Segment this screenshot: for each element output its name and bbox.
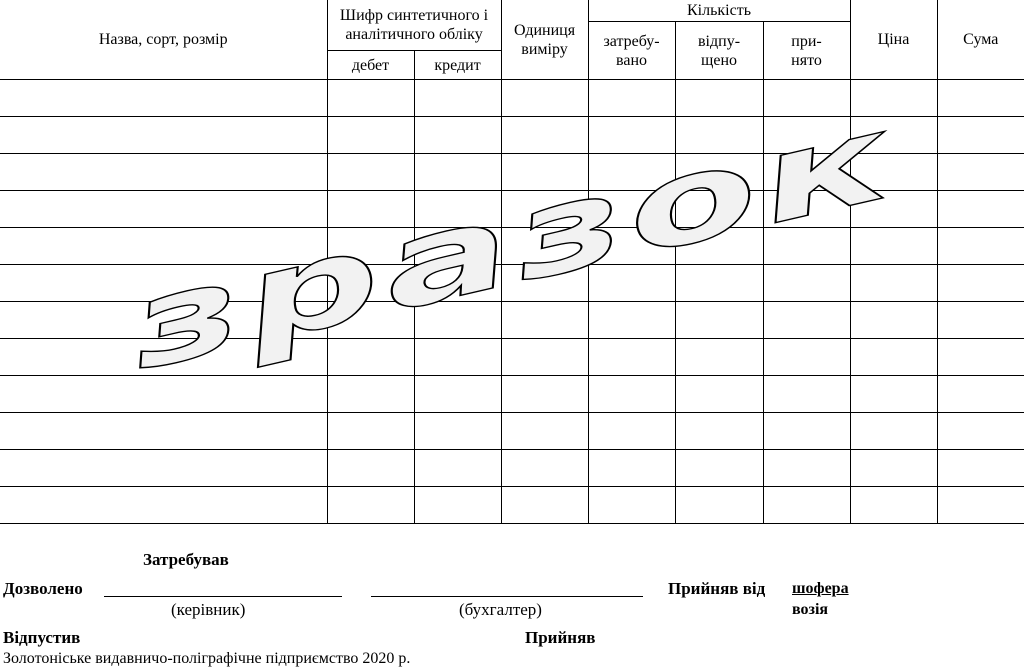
table-cell[interactable] [414, 302, 501, 339]
table-cell[interactable] [0, 80, 327, 117]
table-cell[interactable] [588, 302, 675, 339]
table-cell[interactable] [937, 339, 1024, 376]
table-cell[interactable] [327, 117, 414, 154]
table-cell[interactable] [588, 191, 675, 228]
table-cell[interactable] [588, 228, 675, 265]
table-cell[interactable] [763, 339, 850, 376]
table-cell[interactable] [675, 376, 763, 413]
table-cell[interactable] [850, 228, 937, 265]
head-signature-line [104, 596, 342, 597]
table-cell[interactable] [414, 228, 501, 265]
table-cell[interactable] [763, 154, 850, 191]
table-cell[interactable] [937, 191, 1024, 228]
table-cell[interactable] [937, 228, 1024, 265]
watermark-text: зразок [116, 87, 908, 397]
table-cell[interactable] [850, 339, 937, 376]
table-cell[interactable] [0, 413, 327, 450]
table-row [0, 117, 1024, 154]
header-sum: Сума [937, 0, 1024, 80]
received-from-label: Прийняв від [668, 579, 766, 598]
header-unit [501, 0, 588, 80]
requested-label: Затребував [143, 550, 229, 569]
table-cell[interactable] [588, 413, 675, 450]
table-cell[interactable] [327, 413, 414, 450]
table-cell[interactable] [414, 339, 501, 376]
table-cell[interactable] [588, 487, 675, 524]
table-cell[interactable] [937, 117, 1024, 154]
table-cell[interactable] [501, 450, 588, 487]
table-cell[interactable] [763, 80, 850, 117]
table-cell[interactable] [675, 302, 763, 339]
table-cell[interactable] [850, 117, 937, 154]
table-cell[interactable] [327, 302, 414, 339]
table-cell[interactable] [763, 487, 850, 524]
head-caption: (керівник) [171, 600, 246, 619]
table-cell[interactable] [937, 265, 1024, 302]
header-issued [675, 22, 763, 80]
table-cell[interactable] [0, 191, 327, 228]
table-cell[interactable] [763, 450, 850, 487]
table-cell[interactable] [414, 191, 501, 228]
header-account-code [327, 0, 501, 51]
allowed-label: Дозволено [3, 579, 83, 598]
table-cell[interactable] [588, 117, 675, 154]
table-cell[interactable] [675, 339, 763, 376]
table-cell[interactable] [501, 302, 588, 339]
table-cell[interactable] [501, 80, 588, 117]
table-cell[interactable] [763, 191, 850, 228]
table-cell[interactable] [588, 450, 675, 487]
table-cell[interactable] [414, 413, 501, 450]
table-cell[interactable] [327, 339, 414, 376]
table-cell[interactable] [850, 80, 937, 117]
table-row [0, 80, 1024, 117]
accountant-signature-line [371, 596, 643, 597]
table-cell[interactable] [414, 450, 501, 487]
table-cell[interactable] [850, 487, 937, 524]
table-row [0, 265, 1024, 302]
table-cell[interactable] [0, 228, 327, 265]
table-cell[interactable] [850, 154, 937, 191]
table-cell[interactable] [763, 302, 850, 339]
carter-option: возія [792, 601, 829, 618]
table-cell[interactable] [0, 487, 327, 524]
table-row [0, 228, 1024, 265]
table-cell[interactable] [414, 154, 501, 191]
table-body [0, 80, 1024, 524]
table-cell[interactable] [588, 376, 675, 413]
table-cell[interactable] [501, 191, 588, 228]
header-issued-text: відпу- щено [698, 32, 741, 69]
table-cell[interactable] [501, 265, 588, 302]
table-cell[interactable] [850, 191, 937, 228]
table-cell[interactable] [675, 154, 763, 191]
table-row [0, 413, 1024, 450]
table-cell[interactable] [0, 154, 327, 191]
table-cell[interactable] [414, 487, 501, 524]
table-cell[interactable] [327, 450, 414, 487]
table-row [0, 450, 1024, 487]
header-requested [588, 22, 675, 80]
table-cell[interactable] [0, 376, 327, 413]
table-cell[interactable] [327, 80, 414, 117]
header-received-text: при- нято [791, 32, 822, 69]
table-cell[interactable] [675, 450, 763, 487]
table-cell[interactable] [414, 265, 501, 302]
table-cell[interactable] [850, 450, 937, 487]
released-label: Відпустив [3, 628, 81, 647]
table-cell[interactable] [937, 80, 1024, 117]
table-cell[interactable] [414, 80, 501, 117]
header-quantity: Кількість [588, 0, 850, 22]
table-cell[interactable] [0, 117, 327, 154]
table-cell[interactable] [850, 413, 937, 450]
header-requested-text: затребу- вано [603, 32, 660, 69]
header-account-code-text: Шифр синтетичного і аналітичного обліку [339, 7, 489, 43]
table-cell[interactable] [675, 265, 763, 302]
table-row [0, 376, 1024, 413]
table-cell[interactable] [327, 191, 414, 228]
table-cell[interactable] [675, 80, 763, 117]
table-cell[interactable] [763, 228, 850, 265]
table-cell[interactable] [675, 413, 763, 450]
table-cell[interactable] [675, 191, 763, 228]
received-label: Прийняв [525, 628, 596, 647]
header-name: Назва, сорт, розмір [0, 0, 327, 80]
table-cell[interactable] [675, 117, 763, 154]
table-cell[interactable] [937, 376, 1024, 413]
table-cell[interactable] [501, 117, 588, 154]
table-cell[interactable] [588, 265, 675, 302]
table-cell[interactable] [850, 302, 937, 339]
table-cell[interactable] [850, 265, 937, 302]
table-cell[interactable] [588, 154, 675, 191]
header-unit-text: Одиниця виміру [513, 21, 576, 58]
table-cell[interactable] [588, 339, 675, 376]
header-price: Ціна [850, 0, 937, 80]
table-cell[interactable] [763, 413, 850, 450]
driver-option: шофера [792, 580, 849, 597]
table-cell[interactable] [0, 302, 327, 339]
table-cell[interactable] [937, 154, 1024, 191]
header-received [763, 22, 850, 80]
table-cell[interactable] [501, 487, 588, 524]
table-cell[interactable] [327, 376, 414, 413]
table-cell[interactable] [327, 265, 414, 302]
table-row [0, 339, 1024, 376]
table-cell[interactable] [763, 117, 850, 154]
table-cell[interactable] [937, 302, 1024, 339]
table-row [0, 191, 1024, 228]
printer-imprint: Золотоніське видавничо-поліграфічне підприємство 2020 р. [3, 650, 411, 667]
table-cell[interactable] [327, 228, 414, 265]
table-cell[interactable] [327, 487, 414, 524]
table-row [0, 487, 1024, 524]
table-cell[interactable] [501, 413, 588, 450]
table-row [0, 154, 1024, 191]
table-cell[interactable] [937, 450, 1024, 487]
table-cell[interactable] [850, 376, 937, 413]
table-cell[interactable] [501, 154, 588, 191]
header-debit: дебет [327, 51, 414, 80]
table-cell[interactable] [763, 376, 850, 413]
table-cell[interactable] [937, 487, 1024, 524]
table-cell[interactable] [501, 339, 588, 376]
table-cell[interactable] [501, 376, 588, 413]
table-cell[interactable] [414, 117, 501, 154]
table-cell[interactable] [414, 376, 501, 413]
table-cell[interactable] [937, 413, 1024, 450]
table-cell[interactable] [588, 80, 675, 117]
table-cell[interactable] [675, 228, 763, 265]
table-cell[interactable] [327, 154, 414, 191]
table-cell[interactable] [0, 450, 327, 487]
table-cell[interactable] [763, 265, 850, 302]
table-cell[interactable] [675, 487, 763, 524]
table-row [0, 302, 1024, 339]
header-credit: кредит [414, 51, 501, 80]
table-cell[interactable] [501, 228, 588, 265]
accountant-caption: (бухгалтер) [459, 600, 542, 619]
table-cell[interactable] [0, 339, 327, 376]
table-cell[interactable] [0, 265, 327, 302]
